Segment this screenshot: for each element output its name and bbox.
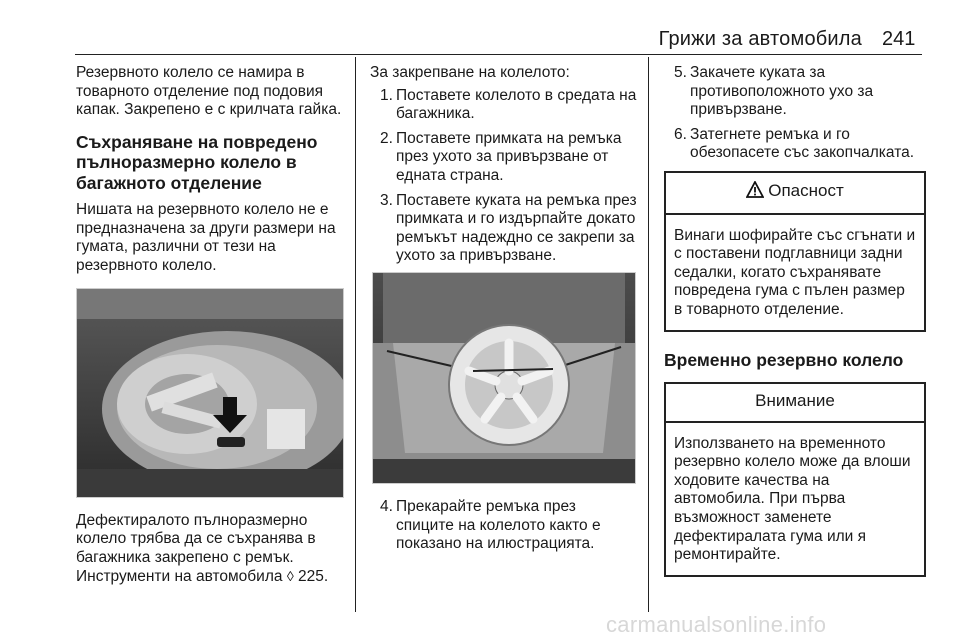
middle-column <box>370 64 638 560</box>
steps-list-2 <box>370 498 638 554</box>
header-divider <box>75 54 922 55</box>
page-header <box>0 0 960 60</box>
list-item: 3. Поставете куката на ремъка през примката и го издърпайте докато ремъкът надеждно се закрепи за ухото за привързване. <box>380 191 637 265</box>
figure-caption <box>76 512 344 587</box>
intro-paragraph: Резервното колело се намира в товарното отделение под подовия капак. Закрепено е с крилчата гайка. <box>76 64 342 119</box>
column-divider-1 <box>355 57 356 612</box>
list-item: 1. Поставете колелото в средата на багажника. <box>380 86 637 123</box>
left-column <box>76 64 344 599</box>
steps-list-3 <box>664 64 926 163</box>
notice-box-title: Внимание <box>666 384 924 423</box>
spare-wheel-well-illustration <box>76 288 344 498</box>
danger-box-header <box>666 173 924 215</box>
list-item: 5. Закачете куката за противоположното ухо за привързване. <box>674 64 874 119</box>
steps-list-1 <box>370 87 638 266</box>
section-heading-damaged-wheel: Съхраняване на повредено пълноразмерно колело в багажното отделение <box>76 131 318 193</box>
list-item: 4. Прекарайте ремъка през спиците на колелото както е показано на илюстрацията. <box>380 497 601 553</box>
danger-box-text: Винаги шофирайте със сгънати и с поставени подглавници задни седалки, когато съхранявате повредена гума с пълен размер в товарното отделение. <box>674 226 916 318</box>
danger-box-title: Опасност <box>768 180 844 200</box>
caption-text: Дефектиралото пълноразмерно колело трябва да се съхранява в багажника закрепено с ремък. Инструменти на автомобила <box>76 511 316 586</box>
watermark: carmanualsonline.info <box>606 612 827 637</box>
page-title: Грижи за автомобила <box>658 28 862 50</box>
danger-box <box>664 171 926 332</box>
cross-reference-icon: ◊ <box>286 568 294 585</box>
warning-triangle-icon <box>746 181 764 203</box>
list-item: 2. Поставете примката на ремъка през ухото за привързване от едната страна. <box>380 129 622 184</box>
cross-reference-page: 225. <box>298 568 329 586</box>
notice-box <box>664 382 926 577</box>
strapped-wheel-illustration <box>372 272 636 484</box>
list-item: 6. Затегнете ремъка и го обезопасете със закопчалката. <box>674 125 915 162</box>
steps-lead: За закрепване на колелото: <box>370 64 570 81</box>
column-divider-2 <box>648 57 649 612</box>
page-number: 241 <box>882 28 916 50</box>
spare-well-paragraph: Нишата на резервното колело не е предназначена за други размери на гумата, различни от тези на резервното колело. <box>76 201 336 275</box>
right-column <box>664 64 926 595</box>
section-heading-temporary-spare: Временно резервно колело <box>664 349 904 370</box>
notice-box-text: Използването на временното резервно колело може да влоши ходовите качества на автомобила. При първа възможност заменете дефектиралата гума или я ремонтирайте. <box>674 434 911 564</box>
